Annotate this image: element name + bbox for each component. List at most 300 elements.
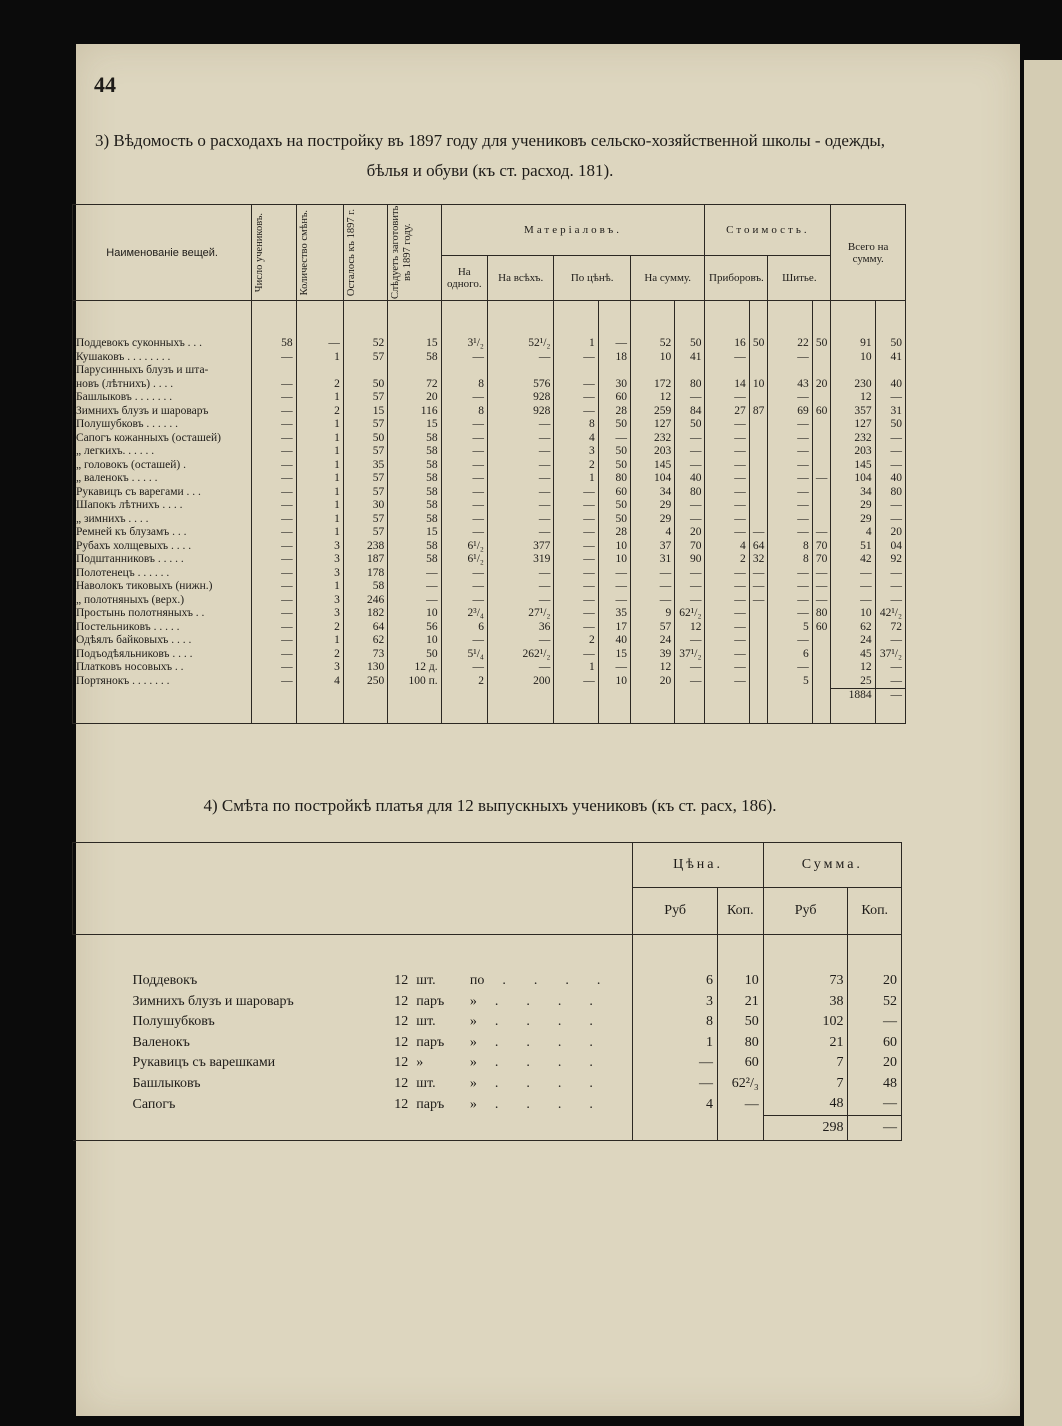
estimate-unit: шт.	[416, 973, 436, 989]
table-row	[73, 567, 906, 581]
table-cell: 6¹/₂	[441, 553, 487, 567]
table-cell	[749, 351, 768, 365]
table-cell: 1	[296, 391, 343, 405]
table-cell: 10	[749, 378, 768, 392]
dot-leader: ....	[494, 993, 621, 1009]
table-cell: 203	[630, 445, 674, 459]
table-cell: —	[705, 648, 749, 662]
table-cell: —	[554, 675, 598, 689]
table-cell: 4	[296, 675, 343, 689]
table-cell: 6	[768, 648, 812, 662]
estimate-name: Поддевокъ	[132, 973, 198, 989]
table-cell: 928	[487, 405, 553, 419]
table-cell: 3	[296, 607, 343, 621]
estimate-word: »	[469, 1075, 477, 1091]
table-cell: 64	[749, 540, 768, 554]
estimate-price-rub: 3	[633, 992, 718, 1013]
table-cell	[812, 689, 831, 724]
table-cell	[749, 432, 768, 446]
table-cell: —	[487, 526, 553, 540]
estimate-unit: паръ	[416, 1034, 445, 1050]
table-cell: 230	[831, 378, 875, 392]
table-cell: —	[675, 432, 705, 446]
table-cell: —	[705, 432, 749, 446]
table-cell: —	[554, 567, 598, 581]
table-cell: 58	[388, 513, 441, 527]
table-cell: 24	[831, 634, 875, 648]
table-cell: —	[252, 459, 296, 473]
spacer-row	[73, 935, 902, 972]
table-row	[73, 621, 906, 635]
table-cell: 100 п.	[388, 675, 441, 689]
table-cell: 232	[831, 432, 875, 446]
table-cell: 24	[630, 634, 674, 648]
table-cell: —	[630, 567, 674, 581]
table-cell	[812, 445, 831, 459]
table-cell: —	[487, 513, 553, 527]
table-cell	[598, 689, 630, 724]
table-cell: —	[768, 499, 812, 513]
table-cell: 20	[630, 675, 674, 689]
table-cell	[296, 689, 343, 724]
table-cell: —	[831, 567, 875, 581]
table-cell: 58	[388, 553, 441, 567]
table-cell: —	[487, 351, 553, 365]
table-cell	[717, 1115, 763, 1140]
table-cell: —	[252, 405, 296, 419]
table-cell	[812, 364, 831, 378]
table-cell: 41	[675, 351, 705, 365]
table-cell: 928	[487, 391, 553, 405]
table-cell: 8	[768, 540, 812, 554]
table-cell	[749, 499, 768, 513]
table-row	[73, 1094, 902, 1115]
table-row	[73, 607, 906, 621]
table-cell: —	[875, 459, 905, 473]
table-cell: —	[487, 580, 553, 594]
table-cell: —	[812, 580, 831, 594]
spacer-row	[73, 301, 906, 338]
table-cell: —	[441, 526, 487, 540]
table-cell	[812, 391, 831, 405]
table-cell: 50	[598, 499, 630, 513]
estimate-header-sum: Сумма.	[763, 843, 901, 888]
table-cell: —	[705, 459, 749, 473]
table-cell: —	[768, 472, 812, 486]
table-cell: —	[768, 634, 812, 648]
table-cell: 50	[598, 445, 630, 459]
table-cell: —	[875, 661, 905, 675]
table-cell: —	[749, 526, 768, 540]
table-row	[73, 486, 906, 500]
estimate-table-body	[73, 935, 902, 1141]
estimate-header-sum-kop: Коп.	[848, 888, 902, 935]
header-left: Осталось къ 1897 г.	[345, 208, 357, 297]
table-row	[73, 405, 906, 419]
table-cell: 3	[296, 567, 343, 581]
table-cell: —	[487, 486, 553, 500]
table-cell	[296, 364, 343, 378]
table-cell: 37	[630, 540, 674, 554]
table-cell: —	[705, 607, 749, 621]
estimate-qty: 12	[394, 1075, 409, 1091]
table-cell: —	[252, 594, 296, 608]
table-cell: 29	[831, 513, 875, 527]
table-cell: —	[705, 675, 749, 689]
table-cell: 14	[705, 378, 749, 392]
table-cell: 57	[343, 351, 387, 365]
table-cell: 60	[598, 486, 630, 500]
table-cell: 57	[343, 391, 387, 405]
section4-title-text: 4) Смѣта по постройкѣ платья для 12 выпускныхъ учениковъ (къ ст. расх, 186).	[203, 796, 777, 815]
table-cell: 2	[296, 405, 343, 419]
table-cell: —	[554, 526, 598, 540]
table-cell: —	[487, 661, 553, 675]
table-cell: —	[441, 351, 487, 365]
table-row	[73, 337, 906, 351]
table-cell: 70	[812, 553, 831, 567]
page-number: 44	[94, 72, 116, 97]
table-cell: —	[598, 567, 630, 581]
table-cell: 58	[388, 351, 441, 365]
table-cell: 64	[343, 621, 387, 635]
item-name: Рукавицъ съ варегами . . .	[73, 486, 252, 500]
table-cell: 3¹/₂	[441, 337, 487, 351]
table-cell	[831, 364, 875, 378]
table-cell: —	[252, 634, 296, 648]
dot-leader: ....	[494, 1034, 621, 1050]
table-cell: —	[630, 580, 674, 594]
table-cell	[812, 675, 831, 689]
table-row	[73, 580, 906, 594]
table-cell: —	[875, 580, 905, 594]
item-name: Подштанниковъ . . . . .	[73, 553, 252, 567]
table-cell: 10	[831, 351, 875, 365]
table-cell	[749, 364, 768, 378]
table-cell: 50	[812, 337, 831, 351]
table-cell: 41	[875, 351, 905, 365]
table-cell: —	[487, 499, 553, 513]
table-cell: —	[768, 513, 812, 527]
table-cell: 80	[875, 486, 905, 500]
table-cell: —	[487, 594, 553, 608]
table-cell	[749, 675, 768, 689]
estimate-qty: 12	[394, 993, 409, 1009]
section3-title-line1: 3) Вѣдомость о расходахъ на постройку въ 1897 году для учениковъ сельско-хозяйственной школы - одежды,	[94, 131, 886, 150]
table-cell: 50	[598, 418, 630, 432]
estimate-sum-rub: 102	[763, 1012, 848, 1033]
total-row	[73, 689, 906, 724]
item-name: Кушаковъ . . . . . . . .	[73, 351, 252, 365]
table-cell: 58	[343, 580, 387, 594]
table-cell: 4	[630, 526, 674, 540]
table-cell: —	[554, 351, 598, 365]
table-cell	[812, 634, 831, 648]
table-cell: 262¹/₂	[487, 648, 553, 662]
estimate-qty: 12	[394, 1014, 409, 1030]
table-cell: 12	[675, 621, 705, 635]
table-cell: 172	[630, 378, 674, 392]
table-cell: 1	[296, 513, 343, 527]
table-cell: —	[487, 567, 553, 581]
table-cell: —	[705, 486, 749, 500]
table-cell: 35	[343, 459, 387, 473]
table-cell: —	[252, 391, 296, 405]
item-name: Полотенецъ . . . . . .	[73, 567, 252, 581]
table-cell: —	[598, 594, 630, 608]
estimate-total-kop: —	[848, 1115, 902, 1140]
item-name: Сапогъ кожанныхъ (осташей)	[73, 432, 252, 446]
estimate-qty: 12	[394, 1096, 409, 1112]
table-row	[73, 648, 906, 662]
table-cell: —	[675, 634, 705, 648]
estimate-qty: 12	[394, 1034, 409, 1050]
table-cell: —	[705, 661, 749, 675]
table-cell: —	[554, 580, 598, 594]
table-cell: 43	[768, 378, 812, 392]
section4-title	[70, 796, 910, 816]
table-cell: 2	[296, 378, 343, 392]
adjacent-page-edge	[1024, 60, 1062, 1426]
table-cell: 27	[705, 405, 749, 419]
table-cell: 40	[598, 634, 630, 648]
table-cell: —	[749, 567, 768, 581]
table-cell	[749, 689, 768, 724]
table-cell: —	[675, 513, 705, 527]
table-cell: 15	[598, 648, 630, 662]
table-cell	[749, 648, 768, 662]
table-cell: 2³/₄	[441, 607, 487, 621]
table-cell	[749, 486, 768, 500]
table-cell	[749, 391, 768, 405]
estimate-qty: 12	[394, 973, 409, 989]
table-cell: —	[705, 418, 749, 432]
table-cell: 56	[388, 621, 441, 635]
table-cell: 72	[875, 621, 905, 635]
table-cell: 58	[388, 540, 441, 554]
table-cell	[388, 689, 441, 724]
table-cell: 4	[705, 540, 749, 554]
table-cell: 1	[296, 418, 343, 432]
table-cell: —	[252, 499, 296, 513]
table-cell: —	[675, 459, 705, 473]
header-make: Слѣдуетъ заготовить въ 1897 году.	[390, 205, 414, 300]
header-mat-all: На всѣхъ.	[487, 256, 553, 301]
table-cell: —	[768, 661, 812, 675]
item-name: Поддевокъ суконныхъ . . .	[73, 337, 252, 351]
table-cell: —	[441, 445, 487, 459]
table-cell	[749, 459, 768, 473]
table-cell: —	[768, 607, 812, 621]
table-cell: —	[705, 499, 749, 513]
table-cell: —	[252, 445, 296, 459]
table-cell: 238	[343, 540, 387, 554]
table-cell: 91	[831, 337, 875, 351]
table-cell: —	[598, 580, 630, 594]
grand-total-kop: —	[875, 689, 905, 724]
estimate-price-kop: —	[717, 1094, 763, 1115]
table-cell: 2	[554, 634, 598, 648]
table-cell: —	[875, 499, 905, 513]
table-cell: 39	[630, 648, 674, 662]
table-cell: —	[554, 499, 598, 513]
table-cell: 9	[630, 607, 674, 621]
estimate-word	[466, 1053, 633, 1074]
table-cell: —	[252, 621, 296, 635]
estimate-sum-rub: 7	[763, 1053, 848, 1074]
table-cell: 12 д.	[388, 661, 441, 675]
item-name: Полушубковъ . . . . . .	[73, 418, 252, 432]
table-cell: 31	[875, 405, 905, 419]
table-cell: —	[554, 378, 598, 392]
table-cell: —	[675, 391, 705, 405]
table-cell: 57	[343, 418, 387, 432]
table-cell: 232	[630, 432, 674, 446]
table-cell: 60	[598, 391, 630, 405]
table-cell: 27¹/₂	[487, 607, 553, 621]
estimate-total-rub: 298	[763, 1115, 848, 1140]
item-name: Подъодѣяльниковъ . . . .	[73, 648, 252, 662]
header-sum: На сумму.	[630, 256, 705, 301]
table-cell: —	[441, 567, 487, 581]
table-cell: —	[675, 445, 705, 459]
grand-total-rub: 1884	[831, 689, 875, 724]
table-cell: —	[252, 567, 296, 581]
table-cell	[812, 513, 831, 527]
table-cell	[441, 364, 487, 378]
table-cell: —	[554, 648, 598, 662]
estimate-word	[466, 971, 633, 992]
table-cell: 203	[831, 445, 875, 459]
table-cell: —	[441, 661, 487, 675]
table-row	[73, 364, 906, 378]
estimate-sum-kop: 20	[848, 971, 902, 992]
section3-title	[70, 126, 910, 186]
table-cell: —	[768, 432, 812, 446]
estimate-price-kop: 80	[717, 1033, 763, 1054]
table-row	[73, 1074, 902, 1095]
header-tools: Приборовъ.	[705, 256, 768, 301]
table-cell	[749, 513, 768, 527]
table-cell: 15	[388, 526, 441, 540]
estimate-word: »	[469, 1055, 477, 1071]
item-name: Постельниковъ . . . . .	[73, 621, 252, 635]
table-cell: —	[768, 594, 812, 608]
table-cell: —	[252, 432, 296, 446]
table-cell: —	[675, 580, 705, 594]
table-cell: 12	[630, 661, 674, 675]
table-cell: —	[554, 594, 598, 608]
estimate-sum-kop: 48	[848, 1074, 902, 1095]
table-cell: 90	[675, 553, 705, 567]
table-cell: —	[749, 594, 768, 608]
table-cell	[343, 364, 387, 378]
table-row	[73, 459, 906, 473]
estimate-price-rub: 8	[633, 1012, 718, 1033]
table-cell: 104	[831, 472, 875, 486]
table-cell: —	[554, 621, 598, 635]
table-cell: —	[441, 391, 487, 405]
table-cell: 42¹/₂	[875, 607, 905, 621]
table-row	[73, 1012, 902, 1033]
table-cell: 52	[343, 337, 387, 351]
item-name: Рубахъ холщевыхъ . . . .	[73, 540, 252, 554]
dot-leader: ....	[502, 973, 629, 989]
table-cell: 2	[441, 675, 487, 689]
table-cell: —	[675, 661, 705, 675]
item-name: Наволокъ тиковыхъ (нижн.)	[73, 580, 252, 594]
table-row	[73, 472, 906, 486]
table-cell: 50	[749, 337, 768, 351]
table-cell	[768, 364, 812, 378]
estimate-sum-kop: 20	[848, 1053, 902, 1074]
table-cell: 15	[343, 405, 387, 419]
table-cell: 72	[388, 378, 441, 392]
table-cell: 4	[554, 432, 598, 446]
item-name: Башлыковъ . . . . . . .	[73, 391, 252, 405]
table-cell: 2	[296, 648, 343, 662]
table-cell: 319	[487, 553, 553, 567]
header-cost: Стоимость.	[705, 205, 831, 256]
header-name: Наименованіе вещей.	[73, 205, 252, 301]
estimate-header-sum-rub: Руб	[763, 888, 848, 935]
table-cell: 36	[487, 621, 553, 635]
estimate-unit: шт.	[416, 1075, 436, 1091]
table-cell	[812, 418, 831, 432]
table-cell	[554, 689, 598, 724]
table-cell: —	[252, 675, 296, 689]
table-cell: —	[705, 567, 749, 581]
table-cell: —	[487, 634, 553, 648]
table-cell	[466, 1115, 633, 1140]
table-cell: —	[252, 378, 296, 392]
table-cell: 42	[831, 553, 875, 567]
table-cell: 1	[296, 634, 343, 648]
table-cell: —	[441, 594, 487, 608]
table-cell	[812, 661, 831, 675]
table-cell: —	[705, 621, 749, 635]
table-cell: —	[554, 391, 598, 405]
table-cell: 57	[343, 486, 387, 500]
item-name: Шапокъ лѣтнихъ . . . .	[73, 499, 252, 513]
table-cell: —	[812, 526, 831, 540]
table-cell: —	[441, 418, 487, 432]
table-cell: —	[554, 486, 598, 500]
estimate-sum-kop: 52	[848, 992, 902, 1013]
item-name: „ головокъ (осташей) .	[73, 459, 252, 473]
total-row	[73, 1115, 902, 1140]
table-cell: 1	[296, 499, 343, 513]
table-cell: 10	[598, 540, 630, 554]
table-cell: 8	[441, 378, 487, 392]
table-cell: —	[705, 580, 749, 594]
table-cell: —	[768, 526, 812, 540]
estimate-price-kop: 60	[717, 1053, 763, 1074]
item-name: „ легкихъ. . . . . .	[73, 445, 252, 459]
table-cell	[441, 689, 487, 724]
table-cell: 178	[343, 567, 387, 581]
table-cell: —	[252, 513, 296, 527]
estimate-sum-kop: —	[848, 1094, 902, 1115]
table-cell: 145	[630, 459, 674, 473]
table-cell: 58	[388, 445, 441, 459]
item-name: Зимнихъ блузъ и шароваръ	[73, 405, 252, 419]
header-mat-one: На одного.	[441, 256, 487, 301]
expenses-table-body	[73, 301, 906, 724]
table-cell	[630, 689, 674, 724]
table-row	[73, 351, 906, 365]
estimate-name: Зимнихъ блузъ и шароваръ	[132, 993, 294, 1009]
